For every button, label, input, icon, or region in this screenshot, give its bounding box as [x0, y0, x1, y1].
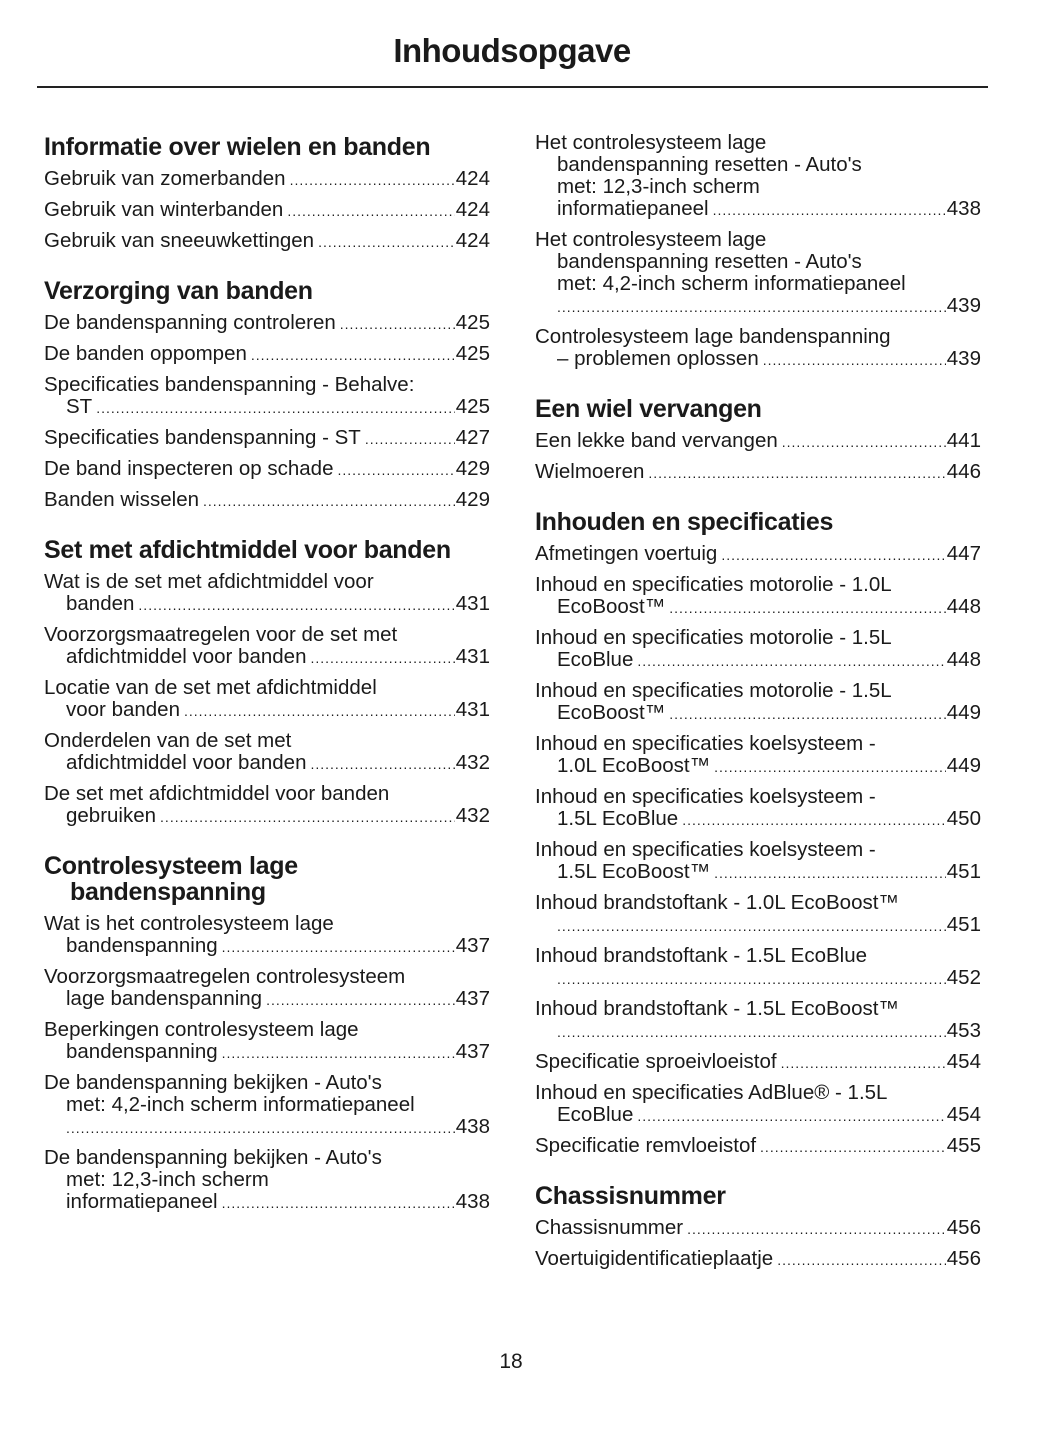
- entry-page-number: 452: [946, 966, 981, 989]
- entry-text-line: Inhoud en specificaties AdBlue® - 1.5L: [535, 1081, 888, 1104]
- entry-last-line: [44, 935, 490, 958]
- entry-text-line: Onderdelen van de set met: [44, 729, 292, 752]
- entry-text: Specificatie remvloeistof: [535, 1134, 757, 1157]
- entry-text: De banden oppompen: [44, 342, 247, 365]
- toc-section: [44, 278, 490, 512]
- entry-text-line: Het controlesysteem lage: [535, 228, 767, 251]
- toc-entry[interactable]: [535, 430, 981, 453]
- entry-text: bandenspanning: [66, 934, 218, 957]
- entry-last-line: [535, 430, 981, 453]
- entry-last-line: [535, 702, 981, 725]
- toc-entry[interactable]: [44, 458, 490, 481]
- entry-text: afdichtmiddel voor banden: [66, 751, 307, 774]
- entry-last-line: [44, 752, 490, 775]
- entry-last-line: [535, 1020, 981, 1043]
- entry-text-line: Inhoud en specificaties koelsysteem -: [535, 732, 876, 755]
- entry-page-number: 448: [946, 648, 981, 671]
- toc-entry[interactable]: [44, 571, 490, 616]
- entry-text-line: Specificaties bandenspanning - Behalve:: [44, 373, 415, 396]
- page-number: 18: [499, 1350, 523, 1373]
- entry-text: Specificatie sproeivloeistof: [535, 1050, 777, 1073]
- dot-leader: [713, 199, 946, 221]
- entry-last-line: [44, 1116, 490, 1139]
- entry-text-line: Inhoud en specificaties motorolie - 1.0L: [535, 573, 892, 596]
- entry-page-number: 456: [946, 1216, 981, 1239]
- entry-last-line: [535, 1104, 981, 1127]
- entry-page-number: 431: [455, 592, 490, 615]
- dot-leader: [340, 313, 455, 335]
- entry-text: De band inspecteren op schade: [44, 457, 334, 480]
- entry-text: voor banden: [66, 698, 180, 721]
- entry-text-line: Inhoud en specificaties motorolie - 1.5L: [535, 679, 892, 702]
- entry-page-number: 439: [946, 294, 981, 317]
- dot-leader: [365, 428, 455, 450]
- dot-leader: [138, 594, 454, 616]
- toc-section: [44, 853, 490, 1214]
- entry-page-number: 438: [455, 1115, 490, 1138]
- entry-text: Specificaties bandenspanning - ST: [44, 426, 361, 449]
- toc-entry[interactable]: [535, 786, 981, 831]
- dot-leader: [781, 1052, 946, 1074]
- entry-page-number: 429: [455, 488, 490, 511]
- entry-text-line: bandenspanning resetten - Auto's: [557, 250, 862, 273]
- dot-leader: [557, 915, 946, 937]
- entry-text: banden: [66, 592, 135, 615]
- dot-leader: [251, 344, 455, 366]
- entry-page-number: 454: [946, 1103, 981, 1126]
- toc-section: [535, 396, 981, 484]
- entry-text-line: Wat is het controlesysteem lage: [44, 912, 334, 935]
- dot-leader: [682, 809, 946, 831]
- entry-last-line: [44, 699, 490, 722]
- entry-last-line: [44, 396, 490, 419]
- entry-text: – problemen oplossen: [557, 347, 759, 370]
- section-heading: Informatie over wielen en banden: [44, 133, 431, 161]
- entry-page-number: 431: [455, 645, 490, 668]
- dot-leader: [648, 462, 945, 484]
- toc-entry[interactable]: [535, 627, 981, 672]
- entry-page-number: 432: [455, 751, 490, 774]
- entry-text-line: De set met afdichtmiddel voor banden: [44, 782, 390, 805]
- toc-entry[interactable]: [535, 839, 981, 884]
- entry-text-line: Het controlesysteem lage: [535, 131, 767, 154]
- entry-page-number: 448: [946, 595, 981, 618]
- section-heading: Set met afdichtmiddel voor banden: [44, 536, 451, 564]
- entry-page-number: 441: [946, 429, 981, 452]
- toc-entry[interactable]: [44, 427, 490, 450]
- entry-page-number: 437: [455, 934, 490, 957]
- entry-text: EcoBlue: [557, 648, 634, 671]
- toc-entry[interactable]: [535, 1217, 981, 1240]
- toc-section: [535, 1183, 981, 1271]
- dot-leader: [290, 169, 455, 191]
- toc-section: [44, 134, 490, 253]
- dot-leader: [557, 1021, 946, 1043]
- entry-last-line: [44, 489, 490, 512]
- toc-right-column: [535, 132, 981, 1296]
- entry-text-line: Wat is de set met afdichtmiddel voor: [44, 570, 374, 593]
- dot-leader: [287, 200, 454, 222]
- entry-page-number: 451: [946, 860, 981, 883]
- entry-last-line: [44, 1041, 490, 1064]
- toc-entry[interactable]: [535, 1248, 981, 1271]
- dot-leader: [760, 1136, 946, 1158]
- entry-text: ST: [66, 395, 93, 418]
- entry-page-number: 424: [455, 198, 490, 221]
- entry-page-number: 449: [946, 754, 981, 777]
- entry-text: 1.5L EcoBoost™: [557, 860, 711, 883]
- entry-page-number: 451: [946, 913, 981, 936]
- entry-last-line: [535, 1248, 981, 1271]
- entry-text: Een lekke band vervangen: [535, 429, 778, 452]
- entry-text: Voertuigidentificatieplaatje: [535, 1247, 774, 1270]
- toc-section: [44, 537, 490, 828]
- toc-entry[interactable]: [535, 1135, 981, 1158]
- toc-entry[interactable]: [535, 574, 981, 619]
- dot-leader: [310, 647, 454, 669]
- entry-last-line: [535, 1217, 981, 1240]
- toc-entry[interactable]: [535, 680, 981, 725]
- entry-text: Banden wisselen: [44, 488, 199, 511]
- entry-last-line: [535, 461, 981, 484]
- dot-leader: [557, 968, 946, 990]
- toc-entry[interactable]: [44, 730, 490, 775]
- entry-page-number: 447: [946, 542, 981, 565]
- entry-last-line: [535, 755, 981, 778]
- entry-text-line: Beperkingen controlesysteem lage: [44, 1018, 359, 1041]
- entry-text: EcoBlue: [557, 1103, 634, 1126]
- entry-last-line: [44, 168, 490, 191]
- dot-leader: [203, 490, 455, 512]
- toc-entry[interactable]: [44, 1019, 490, 1064]
- entry-page-number: 438: [946, 197, 981, 220]
- section-heading: Inhouden en specificaties: [535, 508, 834, 536]
- dot-leader: [318, 231, 455, 253]
- entry-page-number: 425: [455, 342, 490, 365]
- entry-page-number: 432: [455, 804, 490, 827]
- entry-page-number: 439: [946, 347, 981, 370]
- entry-last-line: [535, 1051, 981, 1074]
- dot-leader: [687, 1218, 946, 1240]
- entry-page-number: 437: [455, 1040, 490, 1063]
- toc-entry[interactable]: [44, 199, 490, 222]
- title-divider: [37, 86, 988, 88]
- entry-text-line: Inhoud brandstoftank - 1.0L EcoBoost™: [535, 891, 899, 914]
- dot-leader: [669, 703, 946, 725]
- entry-last-line: [535, 967, 981, 990]
- dot-leader: [337, 459, 454, 481]
- entry-text: informatiepaneel: [66, 1190, 218, 1213]
- toc-entry[interactable]: [44, 966, 490, 1011]
- entry-page-number: 424: [455, 229, 490, 252]
- entry-text-line: Inhoud en specificaties motorolie - 1.5L: [535, 626, 892, 649]
- section-heading: Chassisnummer: [535, 1182, 726, 1210]
- entry-last-line: [44, 230, 490, 253]
- entry-text: Chassisnummer: [535, 1216, 684, 1239]
- entry-text-line: met: 12,3-inch scherm: [66, 1168, 269, 1191]
- toc-entry[interactable]: [535, 543, 981, 566]
- dot-leader: [763, 349, 946, 371]
- entry-page-number: 456: [946, 1247, 981, 1270]
- dot-leader: [669, 597, 946, 619]
- entry-last-line: [44, 646, 490, 669]
- toc-entry[interactable]: [44, 783, 490, 828]
- dot-leader: [160, 806, 455, 828]
- entry-text-line: Inhoud en specificaties koelsysteem -: [535, 838, 876, 861]
- entry-last-line: [535, 596, 981, 619]
- entry-last-line: [535, 914, 981, 937]
- entry-last-line: [44, 427, 490, 450]
- entry-page-number: 424: [455, 167, 490, 190]
- toc-entry[interactable]: [44, 343, 490, 366]
- entry-last-line: [535, 348, 981, 371]
- toc-entry[interactable]: [44, 374, 490, 419]
- toc-entry[interactable]: [535, 733, 981, 778]
- entry-last-line: [535, 808, 981, 831]
- dot-leader: [222, 936, 455, 958]
- entry-page-number: 425: [455, 311, 490, 334]
- entry-page-number: 454: [946, 1050, 981, 1073]
- entry-last-line: [44, 805, 490, 828]
- entry-last-line: [535, 1135, 981, 1158]
- entry-text: 1.0L EcoBoost™: [557, 754, 711, 777]
- dot-leader: [222, 1192, 455, 1214]
- dot-leader: [557, 296, 946, 318]
- toc-entry[interactable]: [44, 230, 490, 253]
- dot-leader: [714, 862, 946, 884]
- entry-last-line: [44, 1191, 490, 1214]
- toc-entry[interactable]: [535, 461, 981, 484]
- toc-entry[interactable]: [535, 326, 981, 371]
- entry-page-number: 455: [946, 1134, 981, 1157]
- entry-text: Gebruik van sneeuwkettingen: [44, 229, 315, 252]
- toc-entry[interactable]: [44, 312, 490, 335]
- entry-text-line: Voorzorgsmaatregelen controlesysteem: [44, 965, 406, 988]
- entry-text: Gebruik van zomerbanden: [44, 167, 286, 190]
- entry-text-line: met: 4,2-inch scherm informatiepaneel: [66, 1093, 415, 1116]
- dot-leader: [222, 1042, 455, 1064]
- toc-entry[interactable]: [535, 998, 981, 1043]
- toc-entry[interactable]: [44, 913, 490, 958]
- dot-leader: [777, 1249, 946, 1271]
- entry-page-number: 431: [455, 698, 490, 721]
- toc-entry[interactable]: [535, 945, 981, 990]
- toc-entry[interactable]: [535, 132, 981, 221]
- toc-entry[interactable]: [44, 168, 490, 191]
- entry-text-line: Inhoud en specificaties koelsysteem -: [535, 785, 876, 808]
- toc-left-column: [44, 134, 490, 1239]
- entry-text: lage bandenspanning: [66, 987, 263, 1010]
- entry-text: gebruiken: [66, 804, 157, 827]
- toc-section: [535, 509, 981, 1158]
- toc-entry[interactable]: [44, 677, 490, 722]
- entry-text-line: Voorzorgsmaatregelen voor de set met: [44, 623, 398, 646]
- entry-page-number: 438: [455, 1190, 490, 1213]
- page-title: Inhoudsopgave: [393, 32, 631, 69]
- entry-last-line: [44, 343, 490, 366]
- entry-text-line: Inhoud brandstoftank - 1.5L EcoBoost™: [535, 997, 899, 1020]
- entry-text: Gebruik van winterbanden: [44, 198, 284, 221]
- entry-last-line: [44, 593, 490, 616]
- entry-text-line: Controlesysteem lage bandenspanning: [535, 325, 891, 348]
- entry-last-line: [44, 458, 490, 481]
- entry-text: 1.5L EcoBlue: [557, 807, 679, 830]
- toc-entry[interactable]: [535, 229, 981, 318]
- entry-text: Afmetingen voertuig: [535, 542, 718, 565]
- dot-leader: [782, 431, 946, 453]
- entry-page-number: 429: [455, 457, 490, 480]
- toc-entry[interactable]: [44, 1072, 490, 1139]
- entry-last-line: [535, 649, 981, 672]
- toc-entry[interactable]: [44, 624, 490, 669]
- dot-leader: [184, 700, 455, 722]
- entry-text-line: De bandenspanning bekijken - Auto's: [44, 1071, 382, 1094]
- dot-leader: [721, 544, 945, 566]
- entry-page-number: 437: [455, 987, 490, 1010]
- entry-text: EcoBoost™: [557, 595, 666, 618]
- entry-text: afdichtmiddel voor banden: [66, 645, 307, 668]
- toc-entry[interactable]: [44, 1147, 490, 1214]
- entry-last-line: [535, 295, 981, 318]
- toc-entry[interactable]: [44, 489, 490, 512]
- entry-last-line: [44, 199, 490, 222]
- toc-entry[interactable]: [535, 892, 981, 937]
- toc-entry[interactable]: [535, 1082, 981, 1127]
- dot-leader: [714, 756, 946, 778]
- entry-text: De bandenspanning controleren: [44, 311, 336, 334]
- entry-text: bandenspanning: [66, 1040, 218, 1063]
- entry-page-number: 446: [946, 460, 981, 483]
- entry-page-number: 427: [455, 426, 490, 449]
- toc-entry[interactable]: [535, 1051, 981, 1074]
- entry-text: informatiepaneel: [557, 197, 709, 220]
- entry-page-number: 449: [946, 701, 981, 724]
- dot-leader: [310, 753, 454, 775]
- entry-text-line: bandenspanning resetten - Auto's: [557, 153, 862, 176]
- entry-text-line: met: 12,3-inch scherm: [557, 175, 760, 198]
- section-heading: Controlesysteem lage bandenspanning: [44, 852, 298, 906]
- entry-page-number: 453: [946, 1019, 981, 1042]
- dot-leader: [66, 1117, 455, 1139]
- section-heading: Een wiel vervangen: [535, 395, 762, 423]
- entry-last-line: [535, 861, 981, 884]
- section-heading: Verzorging van banden: [44, 277, 313, 305]
- entry-last-line: [535, 198, 981, 221]
- entry-text-line: Locatie van de set met afdichtmiddel: [44, 676, 377, 699]
- toc-section: [535, 132, 981, 371]
- entry-text-line: met: 4,2-inch scherm informatiepaneel: [557, 272, 906, 295]
- entry-last-line: [44, 312, 490, 335]
- dot-leader: [96, 397, 455, 419]
- dot-leader: [637, 1105, 945, 1127]
- entry-text: Wielmoeren: [535, 460, 645, 483]
- entry-last-line: [44, 988, 490, 1011]
- dot-leader: [266, 989, 455, 1011]
- entry-text-line: Inhoud brandstoftank - 1.5L EcoBlue: [535, 944, 868, 967]
- entry-text: EcoBoost™: [557, 701, 666, 724]
- entry-last-line: [535, 543, 981, 566]
- dot-leader: [637, 650, 945, 672]
- entry-text-line: De bandenspanning bekijken - Auto's: [44, 1146, 382, 1169]
- entry-page-number: 425: [455, 395, 490, 418]
- entry-page-number: 450: [946, 807, 981, 830]
